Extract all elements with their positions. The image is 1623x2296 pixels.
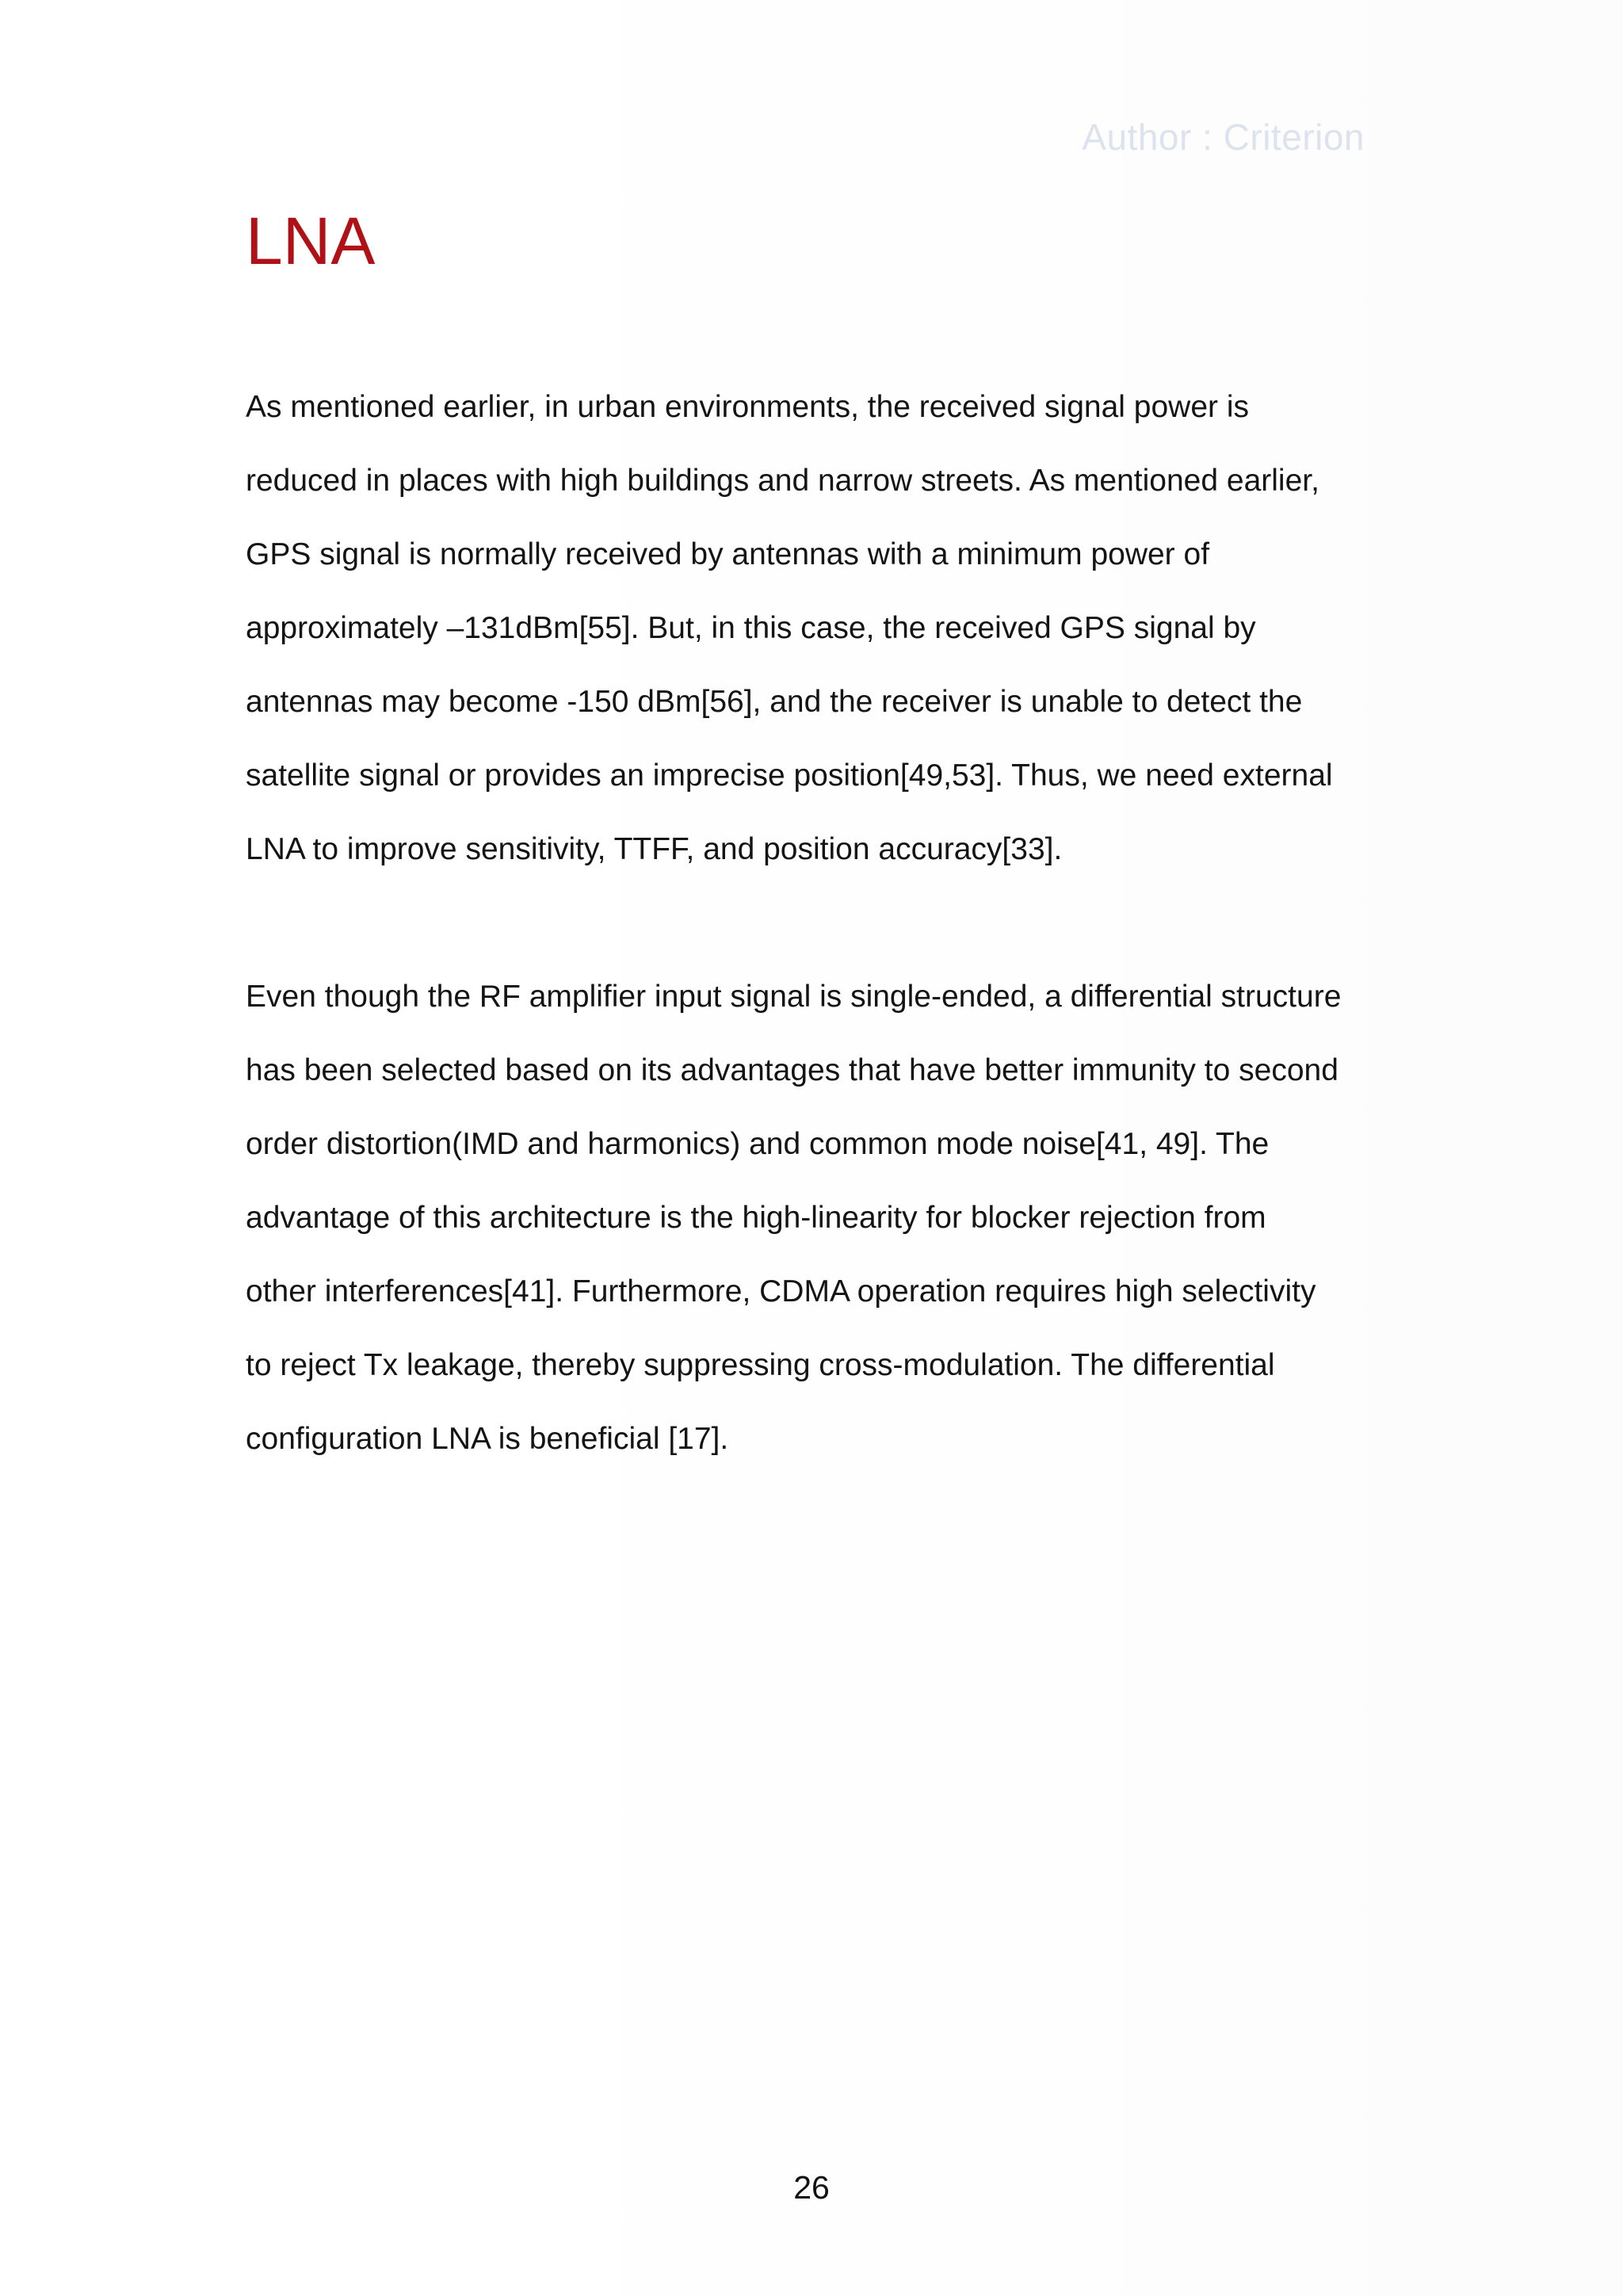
page-number: 26 xyxy=(793,2169,830,2206)
paragraph-line: to reject Tx leakage, thereby suppressing cross-modulation. The differential xyxy=(246,1348,1275,1382)
paragraph-line: reduced in places with high buildings and narrow streets. As mentioned earlier, xyxy=(246,464,1319,498)
author-header: Author : Criterion xyxy=(1082,117,1365,158)
paragraph-line: has been selected based on its advantages that have better immunity to second xyxy=(246,1053,1338,1087)
paragraph-line: LNA to improve sensitivity, TTFF, and position accuracy[33]. xyxy=(246,832,1063,866)
paragraph-line: order distortion(IMD and harmonics) and common mode noise[41, 49]. The xyxy=(246,1127,1270,1161)
paragraph-line: GPS signal is normally received by antennas with a minimum power of xyxy=(246,537,1210,571)
paragraph-line: satellite signal or provides an imprecise position[49,53]. Thus, we need external xyxy=(246,758,1333,793)
paragraph-line: advantage of this architecture is the high-linearity for blocker rejection from xyxy=(246,1201,1266,1235)
paragraph-line: other interferences[41]. Furthermore, CDMA operation requires high selectivity xyxy=(246,1274,1316,1308)
paragraph-line: As mentioned earlier, in urban environments, the received signal power is xyxy=(246,390,1250,424)
paragraph-line: Even though the RF amplifier input signal is single-ended, a differential structure xyxy=(246,980,1342,1014)
paragraph-1 xyxy=(246,370,1387,886)
paragraph-line: approximately –131dBm[55]. But, in this case, the received GPS signal by xyxy=(246,611,1256,645)
paragraph-line: configuration LNA is beneficial [17]. xyxy=(246,1422,729,1456)
paragraph-line: antennas may become -150 dBm[56], and the receiver is unable to detect the xyxy=(246,685,1303,719)
section-title: LNA xyxy=(246,204,376,278)
paragraph-2 xyxy=(246,960,1387,1476)
